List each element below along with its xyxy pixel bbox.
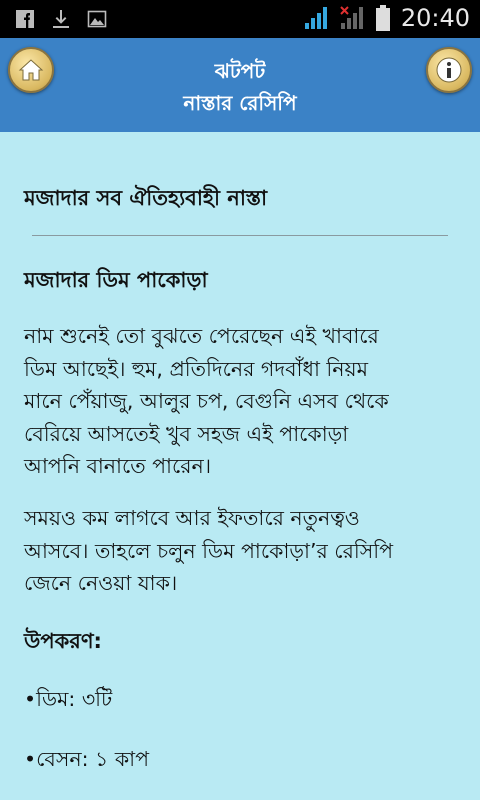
text-line: ডিম আছেই। হুম, প্রতিদিনের গদবাঁধা নিয়ম: [24, 356, 368, 381]
info-icon: [435, 56, 463, 84]
ingredient-item: •ডিম: ৩টি: [24, 687, 113, 711]
app-title-line1: ঝটপট: [214, 59, 266, 83]
no-signal-icon: [339, 5, 365, 31]
recipe-content: [0, 132, 480, 800]
home-button[interactable]: [8, 47, 54, 93]
text-line: জেনে নেওয়া যাক।: [24, 571, 178, 595]
signal-icon: [303, 5, 329, 31]
home-icon: [17, 56, 45, 84]
status-bar: [0, 0, 480, 38]
status-time: 20:40: [400, 4, 470, 32]
download-icon: [50, 8, 72, 30]
ingredient-item: •বেসন: ১ কাপ: [24, 747, 150, 771]
section-title: মজাদার সব ঐতিহ্যবাহী নাস্তা: [24, 186, 268, 210]
text-line: সময়ও কম লাগবে আর ইফতারে নতুনত্বও: [24, 506, 360, 530]
intro-paragraph: [24, 320, 464, 483]
image-icon: [86, 8, 108, 30]
text-line: নাম শুনেই তো বুঝতে পেরেছেন এই খাবারে: [24, 324, 379, 348]
recipe-title: মজাদার ডিম পাকোড়া: [24, 268, 208, 292]
app-bar: [0, 38, 480, 132]
app-title-line2: নাস্তার রেসিপি: [183, 91, 297, 115]
text-line: আপনি বানাতে পারেন।: [24, 454, 212, 478]
ingredients-title: উপকরণ:: [24, 629, 102, 653]
info-button[interactable]: [426, 47, 472, 93]
text-line: আসবে। তাহলে চলুন ডিম পাকোড়া’র রেসিপি: [24, 538, 394, 563]
facebook-icon: [14, 8, 36, 30]
battery-icon: [375, 4, 391, 32]
divider: [32, 235, 448, 236]
text-line: মানে পেঁয়াজু, আলুর চপ, বেগুনি এসব থেকে: [24, 389, 389, 413]
text-line: বেরিয়ে আসতেই খুব সহজ এই পাকোড়া: [24, 421, 349, 446]
second-paragraph: [24, 502, 464, 600]
